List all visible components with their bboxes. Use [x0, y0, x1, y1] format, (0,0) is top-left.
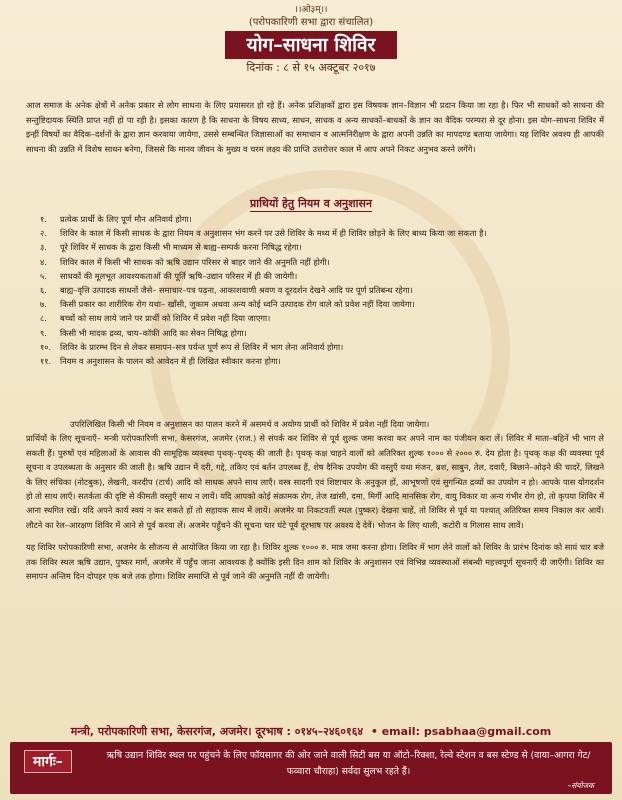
mail-icon: • — [370, 725, 378, 738]
rules-heading-text: प्राथियों हेतु नियम व अनुशासन — [249, 197, 373, 210]
rule-number: ११. — [40, 356, 52, 367]
rule-text: साधकों की मूलभूत आवश्यकताओं की पूर्ति ऋषि–उद्यान परिसर में ही की जायेगी। — [60, 270, 298, 281]
rule-text: बच्चों को साथ लाये जाने पर प्रार्थी को शिविर में प्रवेश नहीं दिया जाएगा। — [60, 313, 271, 324]
rule-item — [40, 240, 606, 254]
rule-text: नियम व अनुशासन के पालन को आवेदन में ही लिखित स्वीकार करना होगा। — [60, 356, 281, 367]
rule-text: किसी भी मादक द्रव्य, चाय–कॉफी आदि का सेवन निषिद्ध होगा। — [60, 327, 247, 338]
route-text: ऋषि उद्यान शिविर स्थल पर पहुंचने के लिए फॉयसागर की ओर जाने वाली सिटी बस या ऑटो–रिक्शा, रेल्वे स्टेशन व बस स्टेण्ड से (वाया–आगरा गेट/फव्वारा चौराहा) सर्वदा सुलभ रहते हैं। — [106, 750, 591, 777]
intro-paragraph: आज समाज के अनेक क्षेत्रों में अनेक प्रकार से लोग साधना के लिए प्रयासरत हो रहे हैं। अनेक प्रशिक्षकों द्वारा इस विषयक ज्ञान–विज्ञान भी प्रदान किया जा रहा है। फिर भी साधकों को साधना की सन्तुष्टिदायक स्थिति प्राप्त नहीं हो पा रही है। इसका कारण है कि साधना के विषय साध्य, साधन, साधक व अन्य साधकों–बाधकों के ज्ञान का वैदिक परम्परा से दूर होना। इस योग–साधना शिविर में इन्हीं विषयों का वैदिक–दर्शनों के द्वारा ज्ञान करवाया जायेगा, उससे सम्बन्धित जिज्ञासाओं का समाधान व आत्मनिरीक्षण के द्वारा अपनी उन्नति का मापदण्ड बताया जायेगा। यह शिविर अवश्य ही आपकी साधना की उन्नति में विशेष साधन बनेगा, जिससे कि मानव जीवन के मुख्य व चरम लक्ष्य की प्राप्ति उत्तरोत्तर काल में आप अपने निकट अनुभव करने लगेंगे। — [26, 100, 604, 154]
rule-number: ९. — [40, 327, 47, 338]
header — [0, 4, 622, 75]
rule-number: ५. — [40, 270, 47, 281]
signature: –संयोजक — [567, 781, 594, 790]
rule-text: बाह्य–वृत्ति उत्पादक साधनों जैसे– समाचार–पत्र पढ़ना, आकाशवाणी श्रवण व दूरदर्शन देखने आदि पर पूर्ण प्रतिबन्ध रहेगा। — [60, 285, 413, 296]
rule-number: ३. — [40, 242, 47, 253]
rule-item — [40, 311, 606, 325]
registration-paragraph: प्रार्थियों के लिए सूचनाएँ– मन्त्री परोपकारिणी सभा, केसरगंज, अजमेर (राज.) से संपर्क कर शिविर से पूर्व शुल्क जमा करवा कर अपने नाम का पंजीयन करा लें। शिविर में माता–बहिनें भी भाग ले सकती हैं। पुरुषों एवं महिलाओं के आवास की सामूहिक व्यवस्था पृथक्–पृथक् की जाती है। पृथक् कक्ष चाहने वालों को अतिरिक्त शुल्क १००० से २००० रु. देय होता है। पृथक् कक्ष की व्यवस्था पूर्व सूचना व उपलब्धता के अनुसार की जाती है। ऋषि उद्यान में दरी, गद्दे, तकिए एवं बर्तन उपलब्ध हैं, शेष दैनिक उपयोग की वस्तुएँ यथा मंजन, ब्रश, साबुन, तेल, दवाएँ, बिछाने–ओढ़ने की चादरें, लिखने के लिए संचिका (नोटबुक), लेखनी, करदीप (टार्च) आदि को साधक अपने साथ लाएँ। वस्त्र सादगी एवं शिष्टाचार के अनुकूल हों, आभूषणों एवं सुगन्धित द्रव्यों का उपयोग न हो। आपके पास योगदर्शन हो तो साथ लाएँ। सतर्कता की दृष्टि से कीमती वस्तुएँ साथ न लायें। यदि आपको कोई संक्रामक रोग, तेज खांसी, दमा, मिर्गी आदि मानसिक रोग, वायु विकार या अन्य गंभीर रोग हो, तो कृपया शिविर में आना स्थगित रखें। यदि अपने कार्य स्वयं न कर सकते हों तो सहायक साथ में लायें। अजमेर या निकटवर्ती स्थल (पुष्कर) देखना चाहें, तो शिविर से पूर्व या पश्चात् अतिरिक्त समय निकाल कर आयें। लौटने का रेल–आरक्षण शिविर में आने से पूर्व करवा लें। अजमेर पहुँचने की सूचना चार घंटे पूर्व दूरभाष पर अवश्य दे देवें। भोजन के लिए थाली, कटोरी व गिलास साथ लावें। — [26, 433, 604, 530]
page-title: योग–साधना शिविर — [225, 31, 398, 59]
contact-line — [0, 724, 622, 739]
rules-note: उपरिलिखित किसी भी नियम व अनुशासन का पालन करने में असमर्थ व अयोग्य प्रार्थी को शिविर में प्रवेश नहीं दिया जायेगा। — [70, 419, 430, 429]
rule-number: ८. — [40, 313, 47, 324]
details-section — [26, 417, 604, 583]
rule-item — [40, 354, 606, 368]
email-label: email: — [381, 725, 420, 738]
contact-phone: दूरभाष : ०१४५–२४६०१६४ — [255, 725, 364, 738]
rule-number: २. — [40, 228, 47, 239]
rule-number: ६. — [40, 285, 47, 296]
rule-item — [40, 226, 606, 240]
route-label: मार्गः– — [24, 750, 72, 773]
rules-list — [40, 212, 606, 368]
rule-text: शिविर काल में किसी भी साधक को ऋषि उद्यान परिसर से बाहर जाने की अनुमति नहीं होगी। — [60, 256, 330, 267]
rule-item — [40, 326, 606, 340]
rule-text: किसी प्रकार का शारीरिक रोग यथा– खाँसी, जुकाम अथवा अन्य कोई ध्वनि उत्पादक रोग वाले को प्रवेश नहीं दिया जायेगा। — [60, 299, 415, 310]
contact-address: मन्त्री, परोपकारिणी सभा, केसरगंज, अजमेर। — [70, 725, 252, 738]
route-footer — [10, 742, 612, 794]
organizer-line: (परोपकारिणी सभा द्वारा संचालित) — [248, 17, 374, 28]
rule-number: ७. — [40, 299, 47, 310]
rule-number: १०. — [40, 341, 52, 352]
rule-item — [40, 340, 606, 354]
rules-heading — [0, 196, 622, 211]
closing-paragraph: यह शिविर परोपकारिणी सभा, अजमेर के सौजन्य से आयोजित किया जा रहा है। शिविर शुल्क १००० रु. मात्र जमा करना होगा। शिविर में भाग लेने वालों को शिविर के प्रारंभ दिनांक को सायं चार बजे तक शिविर स्थल ऋषि उद्यान, पुष्कर मार्ग, अजमेर में पहुँच जाना आवश्यक है क्योंकि इसी दिन शाम को शिविर के अनुशासन एवं विभिन्न व्यवस्थाओं संबन्धी महत्त्वपूर्ण सूचनाएँ दी जाएँगी। शिविर का समापन अन्तिम दिन दोपहर एक बजे तक होगा। शिविर समाप्ति से पूर्व जाने की अनुमति नहीं दी जायेगी। — [26, 542, 604, 582]
rule-text: प्रत्येक प्रार्थी के लिए पूर्ण मौन अनिवार्य होगा। — [60, 214, 192, 224]
rule-text: शिविर के प्रारम्भ दिन से लेकर समापन–सत्र पर्यन्त पूर्ण रूप से शिविर में भाग लेना अनिवार्य होगा। — [60, 341, 344, 352]
rule-number: १. — [40, 214, 47, 224]
email-link[interactable]: psabhaa@gmail.com — [423, 725, 552, 738]
rule-item — [40, 297, 606, 311]
rule-item — [40, 269, 606, 283]
rule-text: शिविर के काल में किसी साधक के द्वारा नियम व अनुशासन भंग करने पर उसे शिविर के मध्य में ही शिविर छोड़ने के लिए बाध्य किया जा सकता है। — [60, 228, 487, 239]
rule-text: पूरे शिविर में साधक के द्वारा किसी भी माध्यम से बाह्य–सम्पर्क करना निषिद्ध रहेगा। — [60, 242, 302, 253]
rule-item — [40, 212, 606, 226]
rule-item — [40, 255, 606, 269]
rule-item — [40, 283, 606, 297]
event-dates: दिनांक : ८ से १५ अक्टूबर २०१७ — [246, 61, 376, 74]
rule-number: ४. — [40, 256, 47, 267]
om-symbol: ।।ओ३म्।। — [294, 5, 328, 15]
